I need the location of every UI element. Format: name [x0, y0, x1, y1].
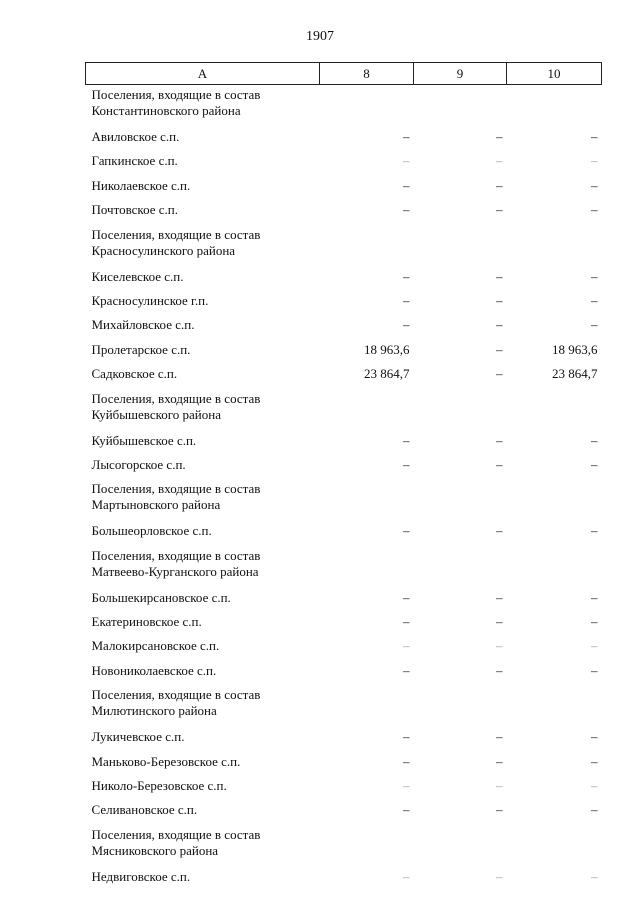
value-col-10: –	[591, 153, 598, 169]
table-row	[86, 291, 602, 315]
table-row	[86, 176, 602, 200]
value-col-8: 18 963,6	[364, 341, 410, 357]
value-col-9: –	[496, 268, 503, 284]
value-col-9: –	[496, 292, 503, 308]
table-row	[86, 636, 602, 660]
settlement-name: Маньково-Березовское с.п.	[91, 753, 241, 769]
value-col-9: –	[496, 153, 503, 169]
group-header-row	[86, 479, 602, 521]
value-col-10: –	[591, 202, 598, 218]
value-col-8: –	[403, 638, 410, 654]
table-row	[86, 612, 602, 636]
value-col-8: –	[403, 753, 410, 769]
value-col-10: –	[591, 778, 598, 794]
value-col-8: –	[403, 456, 410, 472]
value-col-8: –	[403, 802, 410, 818]
table-row	[86, 521, 602, 545]
settlement-name: Екатериновское с.п.	[91, 614, 202, 630]
group-header-row	[86, 85, 602, 128]
value-col-10: –	[591, 868, 598, 884]
group-header-row	[86, 685, 602, 727]
table-row	[86, 752, 602, 776]
group-header-row	[86, 225, 602, 267]
settlement-name: Недвиговское с.п.	[91, 868, 191, 884]
table-row	[86, 200, 602, 224]
value-col-9: –	[496, 589, 503, 605]
value-col-9	[414, 685, 507, 727]
settlement-name: Селивановское с.п.	[91, 802, 198, 818]
value-col-10	[507, 479, 602, 521]
value-col-9: –	[496, 614, 503, 630]
value-col-10: 18 963,6	[552, 341, 598, 357]
column-header-9: 9	[414, 63, 507, 85]
table-row	[86, 340, 602, 364]
value-col-10: –	[591, 177, 598, 193]
group-title: Поселения, входящие в состав Матвеево-Курганского района	[91, 547, 261, 579]
value-col-9: –	[496, 366, 503, 382]
settlement-name: Гапкинское с.п.	[91, 153, 178, 169]
group-header-row	[86, 825, 602, 867]
value-col-10: –	[591, 523, 598, 539]
value-col-10: –	[591, 268, 598, 284]
settlement-name: Лысогорское с.п.	[91, 456, 186, 472]
settlement-name: Почтовское с.п.	[91, 202, 178, 218]
value-col-8: –	[403, 202, 410, 218]
table-row	[86, 315, 602, 339]
value-col-9: –	[496, 802, 503, 818]
table-body	[86, 85, 602, 892]
value-col-8	[320, 85, 414, 128]
settlement-name: Николо-Березовское с.п.	[91, 778, 227, 794]
value-col-9: –	[496, 432, 503, 448]
value-col-10: –	[591, 432, 598, 448]
value-col-10	[507, 825, 602, 867]
value-col-8: –	[403, 729, 410, 745]
value-col-9: –	[496, 456, 503, 472]
column-header-a: А	[86, 63, 320, 85]
value-col-8: –	[403, 129, 410, 144]
value-col-9: –	[496, 778, 503, 794]
table-row	[86, 455, 602, 479]
settlement-name: Авиловское с.п.	[91, 129, 180, 144]
value-col-8: 23 864,7	[364, 366, 410, 382]
value-col-9: –	[496, 868, 503, 884]
table-row	[86, 127, 602, 151]
column-header-8: 8	[320, 63, 414, 85]
value-col-8: –	[403, 292, 410, 308]
value-col-10: 23 864,7	[552, 366, 598, 382]
group-title: Поселения, входящие в состав Куйбышевского района	[91, 390, 261, 422]
budget-table	[85, 62, 602, 891]
value-col-8: –	[403, 268, 410, 284]
value-col-10	[507, 225, 602, 267]
value-col-8: –	[403, 662, 410, 678]
table-row	[86, 661, 602, 685]
settlement-name: Садковское с.п.	[91, 366, 178, 382]
value-col-9	[414, 479, 507, 521]
settlement-name: Красносулинское г.п.	[91, 292, 209, 308]
table-header	[86, 63, 602, 85]
value-col-8: –	[403, 778, 410, 794]
value-col-8	[320, 546, 414, 588]
column-header-10: 10	[507, 63, 602, 85]
value-col-9: –	[496, 638, 503, 654]
value-col-10: –	[591, 129, 598, 144]
table-row	[86, 727, 602, 751]
value-col-8: –	[403, 153, 410, 169]
group-title: Поселения, входящие в состав Милютинского района	[91, 687, 261, 719]
value-col-8: –	[403, 868, 410, 884]
value-col-10: –	[591, 456, 598, 472]
table-row	[86, 267, 602, 291]
value-col-10: –	[591, 292, 598, 308]
value-col-8: –	[403, 523, 410, 539]
settlement-name: Новониколаевское с.п.	[91, 662, 217, 678]
settlement-name: Пролетарское с.п.	[91, 341, 191, 357]
value-col-9: –	[496, 129, 503, 144]
page-number: 1907	[306, 29, 334, 44]
value-col-9: –	[496, 202, 503, 218]
value-col-9: –	[496, 753, 503, 769]
value-col-10: –	[591, 729, 598, 745]
value-col-8	[320, 225, 414, 267]
value-col-8: –	[403, 589, 410, 605]
value-col-9: –	[496, 341, 503, 357]
settlement-name: Николаевское с.п.	[91, 177, 191, 193]
value-col-9	[414, 389, 507, 431]
settlement-name: Большеорловское с.п.	[91, 523, 212, 539]
value-col-10: –	[591, 753, 598, 769]
value-col-10: –	[591, 802, 598, 818]
value-col-8	[320, 825, 414, 867]
group-title: Поселения, входящие в состав Красносулинского района	[91, 226, 261, 258]
value-col-10	[507, 685, 602, 727]
value-col-8	[320, 479, 414, 521]
value-col-10	[507, 546, 602, 588]
value-col-10: –	[591, 638, 598, 654]
value-col-9	[414, 546, 507, 588]
group-header-row	[86, 546, 602, 588]
settlement-name: Куйбышевское с.п.	[91, 432, 197, 448]
value-col-9: –	[496, 177, 503, 193]
value-col-10	[507, 389, 602, 431]
group-title: Поселения, входящие в состав Мартыновского района	[91, 481, 261, 513]
value-col-10: –	[591, 589, 598, 605]
group-header-row	[86, 389, 602, 431]
value-col-9	[414, 85, 507, 128]
value-col-9: –	[496, 729, 503, 745]
settlement-name: Большекирсановское с.п.	[91, 589, 231, 605]
table-row	[86, 364, 602, 388]
settlement-name: Михайловское с.п.	[91, 317, 195, 333]
value-col-8: –	[403, 432, 410, 448]
value-col-8	[320, 389, 414, 431]
table-row	[86, 800, 602, 824]
table-row	[86, 431, 602, 455]
settlement-name: Малокирсановское с.п.	[91, 638, 220, 654]
settlement-name: Лукичевское с.п.	[91, 729, 185, 745]
table-row	[86, 588, 602, 612]
settlement-name: Киселевское с.п.	[91, 268, 184, 284]
value-col-8: –	[403, 614, 410, 630]
value-col-9: –	[496, 317, 503, 333]
value-col-10	[507, 85, 602, 128]
table-row	[86, 867, 602, 891]
value-col-8	[320, 685, 414, 727]
table-row	[86, 776, 602, 800]
value-col-9: –	[496, 662, 503, 678]
value-col-10: –	[591, 317, 598, 333]
value-col-9	[414, 225, 507, 267]
value-col-9: –	[496, 523, 503, 539]
value-col-9	[414, 825, 507, 867]
value-col-8: –	[403, 317, 410, 333]
value-col-10: –	[591, 662, 598, 678]
group-title: Поселения, входящие в состав Мясниковского района	[91, 826, 261, 858]
group-title: Поселения, входящие в состав Константиновского района	[91, 87, 261, 118]
value-col-8: –	[403, 177, 410, 193]
value-col-10: –	[591, 614, 598, 630]
table-row	[86, 151, 602, 175]
